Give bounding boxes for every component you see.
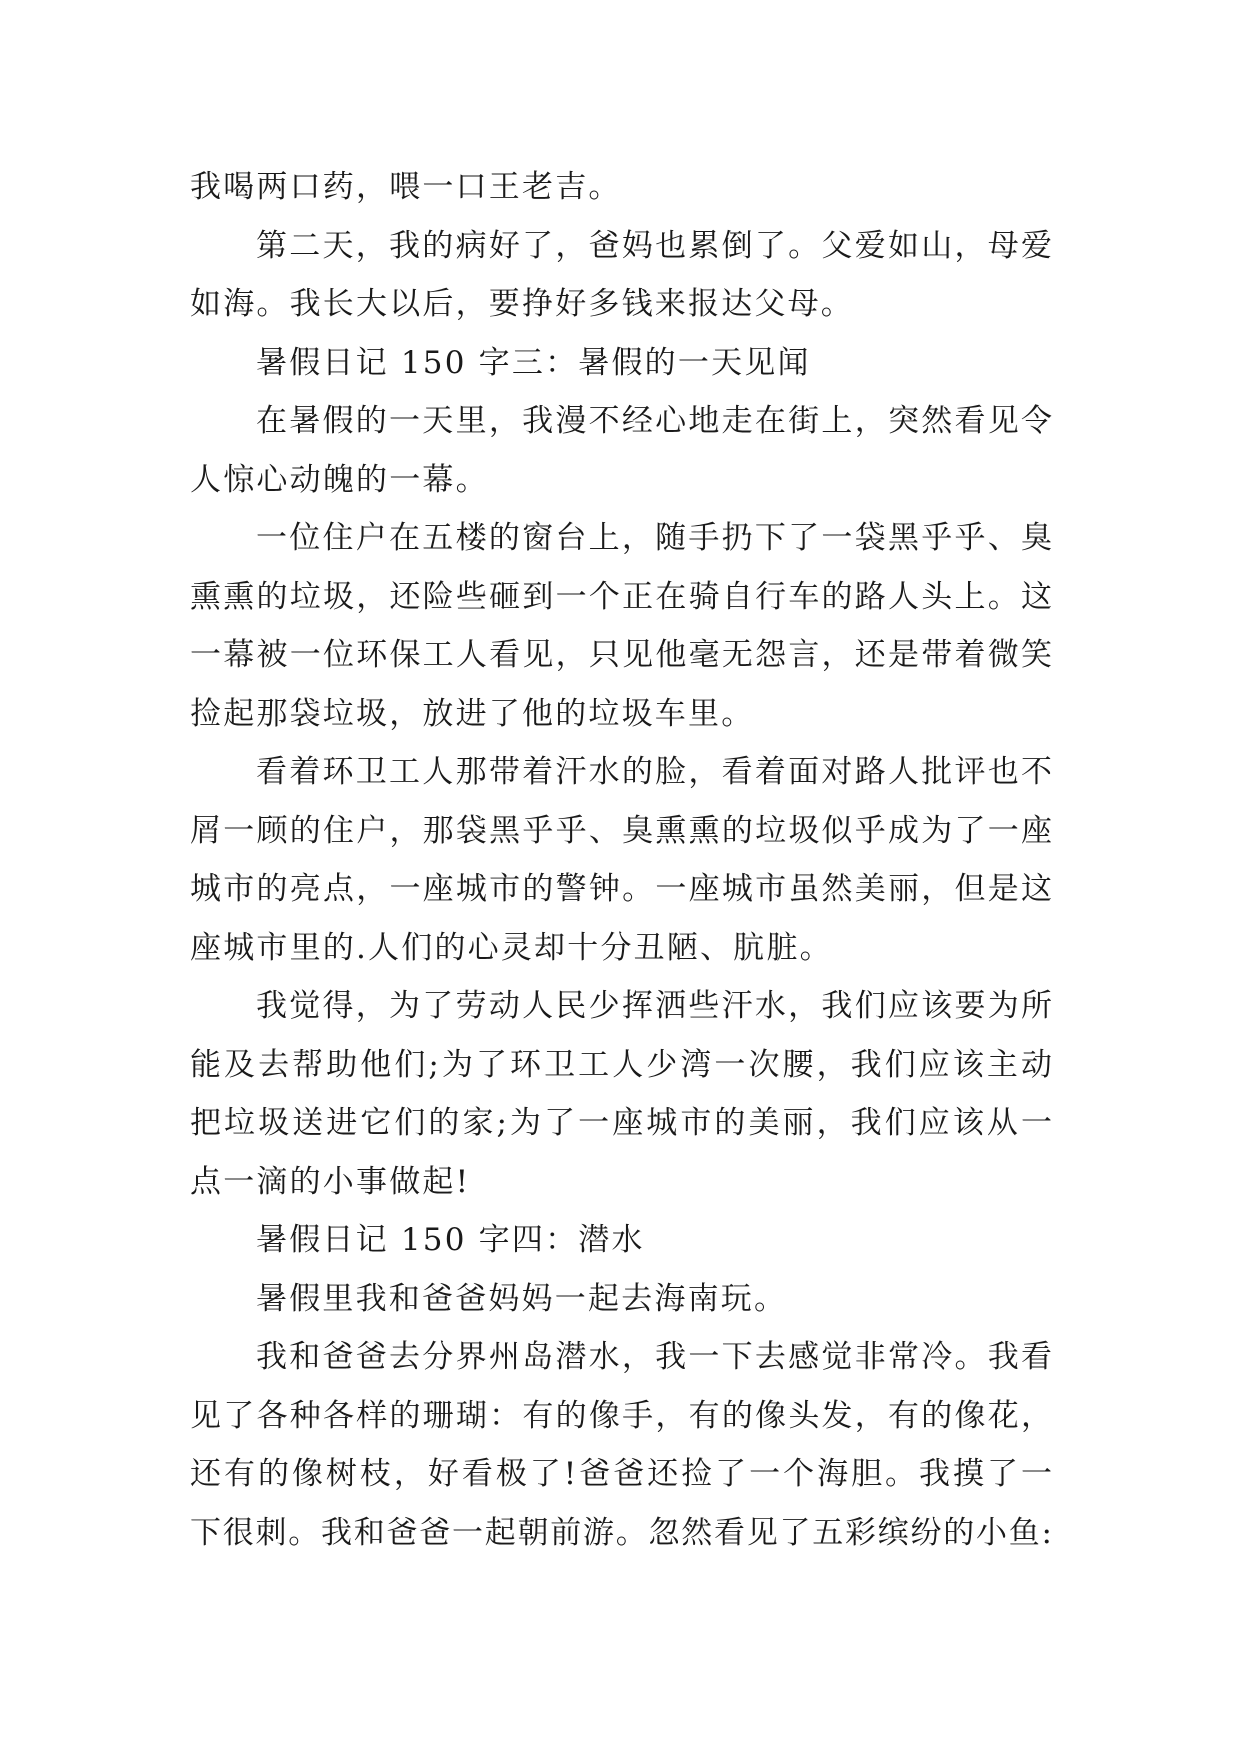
text-line: 我觉得，为了劳动人民少挥洒些汗水，我们应该要为所 [256, 988, 1055, 1024]
text-line: 看着环卫工人那带着汗水的脸，看着面对路人批评也不 [256, 754, 1055, 790]
text-line: 捡起那袋垃圾，放进了他的垃圾车里。 [190, 695, 755, 732]
text-line: 暑假里我和爸爸妈妈一起去海南玩。 [256, 1280, 788, 1317]
text-line: 一幕被一位环保工人看见，只见他毫无怨言，还是带着微笑 [190, 637, 1055, 673]
text-line: 座城市里的.人们的心灵却十分丑陋、肮脏。 [190, 929, 833, 966]
text-line: 能及去帮助他们;为了环卫工人少湾一次腰，我们应该主动 [190, 1046, 1056, 1083]
text-line: 在暑假的一天里，我漫不经心地走在街上，突然看见令 [256, 403, 1055, 439]
text-line: 熏熏的垃圾，还险些砸到一个正在骑自行车的路人头上。这 [190, 578, 1055, 615]
text-line: 屑一顾的住户，那袋黑乎乎、臭熏熏的垃圾似乎成为了一座 [190, 812, 1055, 849]
document-page [190, 158, 1056, 1562]
text-line: 点一滴的小事做起! [190, 1163, 471, 1200]
text-line: 我喝两口药，喂一口王老吉。 [190, 169, 622, 205]
text-line: 第二天，我的病好了，爸妈也累倒了。父爱如山，母爱 [256, 227, 1055, 264]
section-heading: 暑假日记 150 字四：潜水 [256, 1222, 645, 1258]
text-line: 下很刺。我和爸爸一起朝前游。忽然看见了五彩缤纷的小鱼: [190, 1514, 1054, 1551]
text-line: 见了各种各样的珊瑚：有的像手，有的像头发，有的像花， [190, 1397, 1055, 1434]
text-line: 我和爸爸去分界州岛潜水，我一下去感觉非常冷。我看 [256, 1339, 1055, 1375]
section-heading: 暑假日记 150 字三：暑假的一天见闻 [256, 344, 811, 381]
text-line: 城市的亮点，一座城市的警钟。一座城市虽然美丽，但是这 [190, 871, 1055, 907]
text-line: 一位住户在五楼的窗台上，随手扔下了一袋黑乎乎、臭 [256, 520, 1055, 556]
text-line: 如海。我长大以后，要挣好多钱来报达父母。 [190, 286, 854, 322]
text-line: 人惊心动魄的一幕。 [190, 461, 489, 498]
text-line: 把垃圾送进它们的家;为了一座城市的美丽，我们应该从一 [190, 1105, 1056, 1141]
text-line: 还有的像树枝，好看极了!爸爸还捡了一个海胆。我摸了一 [190, 1456, 1055, 1492]
